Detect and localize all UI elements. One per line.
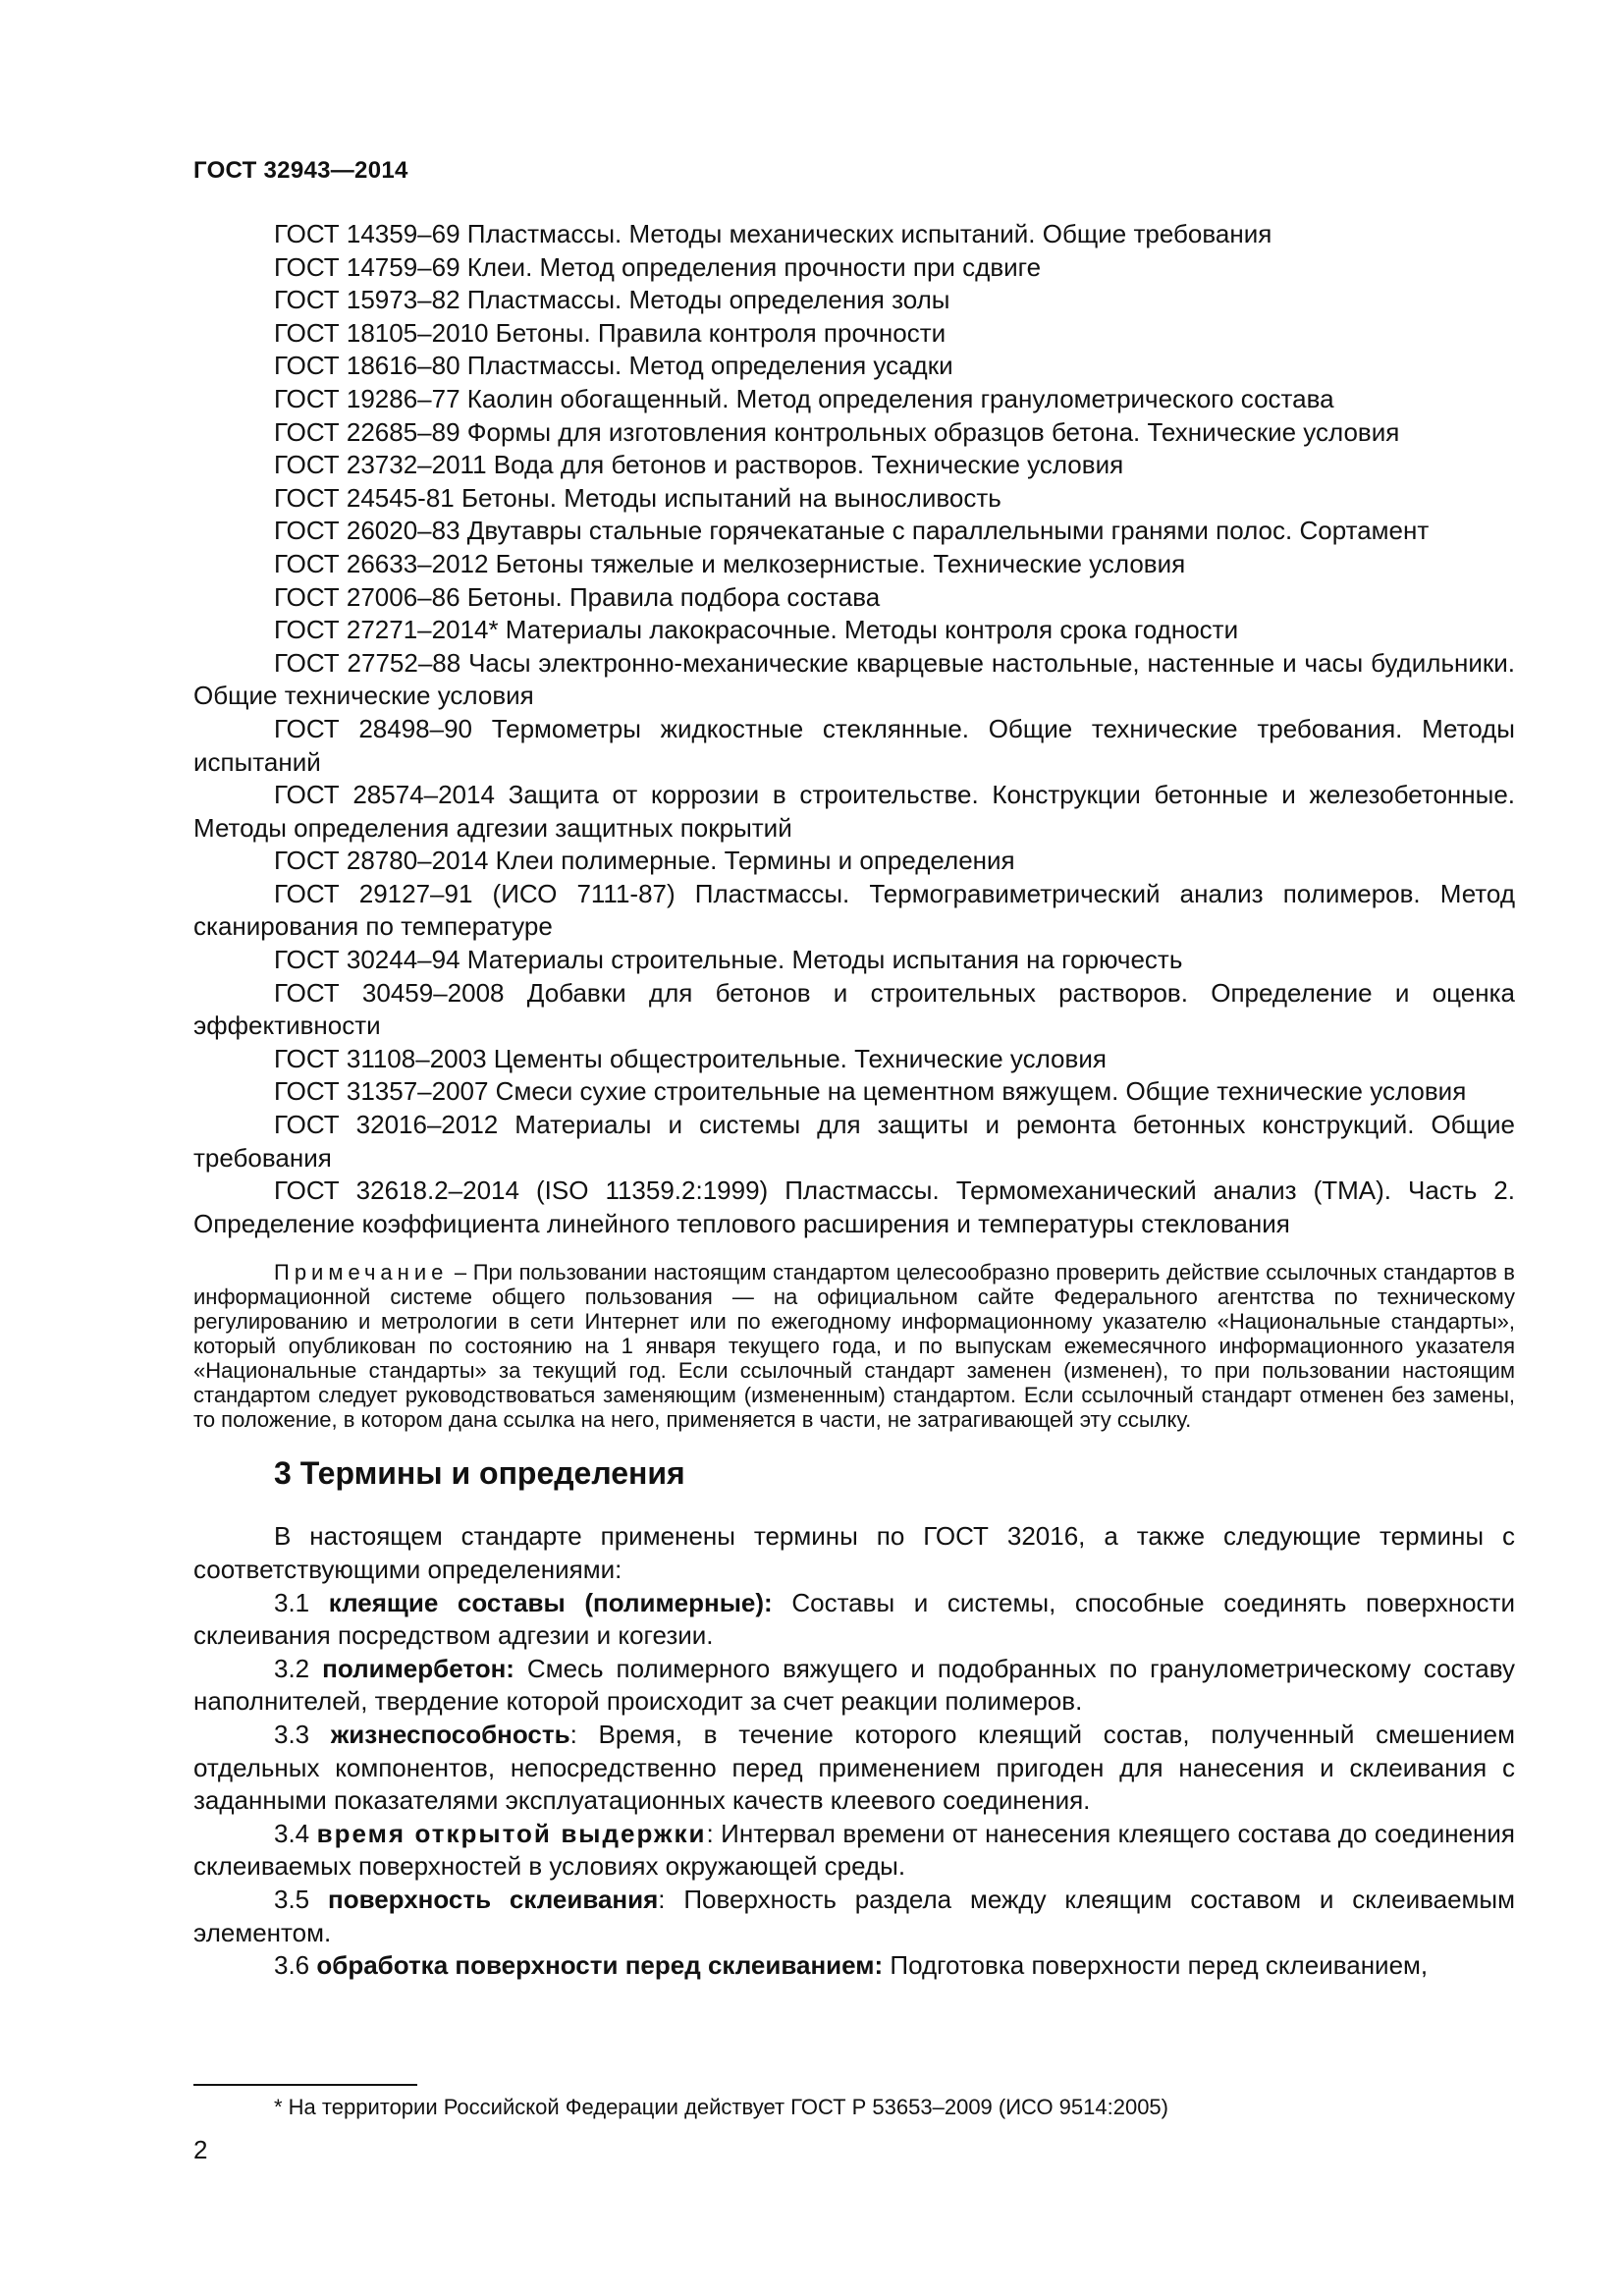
reference-item: ГОСТ 27006–86 Бетоны. Правила подбора состава: [274, 581, 881, 612]
reference-item: ГОСТ 29127–91 (ИСО 7111-87) Пластмассы. Термогравиметрический анализ полимеров. Метод сканирования по температуре: [193, 878, 1515, 942]
term-definition: [193, 1653, 1515, 1719]
document-body: [193, 218, 1515, 1983]
term-name: поверхность склеивания: [327, 1884, 659, 1914]
term-number: 3.1: [274, 1587, 329, 1617]
term-definition: [193, 1949, 1515, 1983]
reference-item: ГОСТ 24545-81 Бетоны. Методы испытаний на выносливость: [274, 482, 1001, 513]
reference-item: ГОСТ 27752–88 Часы электронно-механические кварцевые настольные, настенные и часы будильники. Общие технические условия: [193, 647, 1515, 711]
term-number: 3.5: [274, 1884, 328, 1914]
reference-item: ГОСТ 18105–2010 Бетоны. Правила контроля прочности: [274, 317, 947, 348]
reference-item: ГОСТ 32618.2–2014 (ISO 11359.2:1999) Пластмассы. Термомеханический анализ (ТМА). Часть 2. Определение коэффициента линейного теплового расширения и температуры стеклования: [193, 1175, 1515, 1238]
reference-item: ГОСТ 26633–2012 Бетоны тяжелые и мелкозернистые. Технические условия: [274, 548, 1186, 578]
term-number: 3.2: [274, 1653, 323, 1683]
term-text: Смесь полимерного вяжущего и подобранных по гранулометрическому составу наполнителей, твердение которой происходит за счет реакции полимеров.: [193, 1653, 1515, 1717]
reference-item: ГОСТ 15973–82 Пластмассы. Методы определения золы: [274, 285, 950, 315]
term-definition: [193, 1884, 1515, 1949]
term-name: жизнеспособность: [330, 1719, 570, 1749]
term-text: : Время, в течение которого клеящий состав, полученный смешением отдельных компонентов, непосредственно перед применением пригоден для нанесения и склеивания с заданными показателями эксплуатационных качеств клеевого соединения.: [193, 1719, 1515, 1816]
document-header: ГОСТ 32943—2014: [193, 157, 408, 184]
reference-item: ГОСТ 31108–2003 Цементы общестроительные. Технические условия: [274, 1043, 1107, 1073]
reference-item: ГОСТ 30459–2008 Добавки для бетонов и строительных растворов. Определение и оценка эффективности: [193, 977, 1515, 1041]
footnote: * На территории Российской Федерации действует ГОСТ Р 53653–2009 (ИСО 9514:2005): [274, 2095, 1168, 2119]
section-heading: 3 Термины и определения: [274, 1455, 685, 1492]
term-definition: [193, 1719, 1515, 1818]
term-text: Подготовка поверхности перед склеиванием,: [883, 1950, 1429, 1981]
reference-item: ГОСТ 31357–2007 Смеси сухие строительные на цементном вяжущем. Общие технические условия: [274, 1076, 1467, 1107]
note-label: Примечание: [274, 1260, 449, 1285]
section-intro: В настоящем стандарте применены термины по ГОСТ 32016, а также следующие термины с соответствующими определениями:: [193, 1521, 1515, 1584]
term-number: 3.3: [274, 1719, 331, 1749]
reference-item: ГОСТ 23732–2011 Вода для бетонов и растворов. Технические условия: [274, 450, 1124, 480]
term-name: клеящие составы (полимерные):: [328, 1587, 773, 1617]
term-text: Составы и системы, способные соединять поверхности склеивания посредством адгезии и когезии.: [193, 1587, 1515, 1651]
reference-item: ГОСТ 28780–2014 Клеи полимерные. Термины и определения: [274, 846, 1015, 876]
term-number: 3.6: [274, 1950, 317, 1981]
reference-list: [193, 218, 1515, 1240]
term-text: : Поверхность раздела между клеящим составом и склеиваемым элементом.: [193, 1884, 1515, 1947]
term-definition: [193, 1587, 1515, 1653]
reference-item: ГОСТ 18616–80 Пластмассы. Метод определения усадки: [274, 351, 953, 381]
footnote-separator: [193, 2084, 417, 2086]
term-definition: [193, 1818, 1515, 1884]
note-paragraph: [193, 1260, 1515, 1432]
reference-item: ГОСТ 30244–94 Материалы строительные. Методы испытания на горючесть: [274, 945, 1183, 975]
term-name: полимербетон:: [322, 1653, 514, 1683]
reference-item: ГОСТ 32016–2012 Материалы и системы для защиты и ремонта бетонных конструкций. Общие требования: [193, 1110, 1515, 1173]
note-text: При пользовании настоящим стандартом целесообразно проверить действие ссылочных стандартов в информационной системе общего пользования — на официальном сайте Федерального агентства по техническому регулированию и метрологии в сети Интернет или по ежегодному информационному указателю «Национальные стандарты», который опубликован по состоянию на 1 января текущего года, и по выпускам ежемесячного информационного указателя «Национальные стандарты» за текущий год. Если ссылочный стандарт заменен (изменен), то при пользовании настоящим стандартом следует руководствоваться заменяющим (измененным) стандартом. Если ссылочный стандарт отменен без замены, то положение, в котором дана ссылка на него, применяется в части, не затрагивающей эту ссылку.: [193, 1260, 1515, 1433]
reference-item: ГОСТ 28574–2014 Защита от коррозии в строительстве. Конструкции бетонные и железобетонные. Методы определения адгезии защитных покрытий: [193, 780, 1515, 843]
reference-item: ГОСТ 22685–89 Формы для изготовления контрольных образцов бетона. Технические условия: [274, 416, 1400, 447]
term-name: обработка поверхности перед склеиванием:: [316, 1950, 884, 1981]
term-number: 3.4: [274, 1818, 317, 1848]
reference-item: ГОСТ 26020–83 Двутавры стальные горячекатаные с параллельными гранями полос. Сортамент: [274, 516, 1430, 546]
page-number: 2: [193, 2135, 208, 2164]
reference-item: ГОСТ 14359–69 Пластмассы. Методы механических испытаний. Общие требования: [274, 219, 1272, 248]
term-name: время открытой выдержки: [316, 1818, 707, 1848]
reference-item: ГОСТ 19286–77 Каолин обогащенный. Метод определения гранулометрического состава: [274, 383, 1334, 413]
reference-item: ГОСТ 28498–90 Термометры жидкостные стеклянные. Общие технические требования. Методы испытаний: [193, 713, 1515, 777]
reference-item: ГОСТ 27271–2014* Материалы лакокрасочные. Методы контроля срока годности: [274, 615, 1239, 645]
term-text: : Интервал времени от нанесения клеящего состава до соединения склеиваемых поверхностей в условиях окружающей среды.: [193, 1818, 1515, 1882]
note-dash: –: [448, 1260, 473, 1285]
reference-item: ГОСТ 14759–69 Клеи. Метод определения прочности при сдвиге: [274, 251, 1042, 282]
